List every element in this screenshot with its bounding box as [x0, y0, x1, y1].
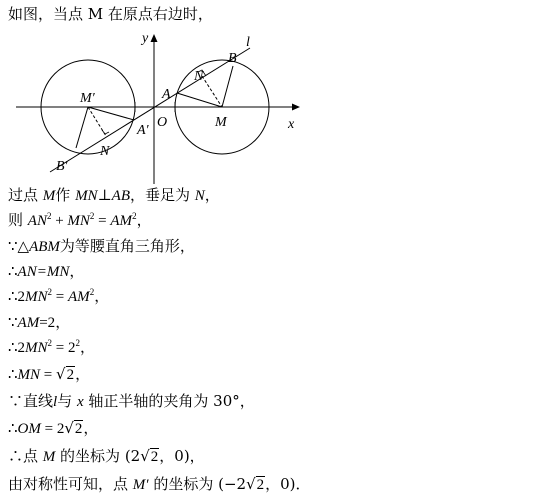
var: M: [42, 188, 56, 204]
label-y-axis: y: [142, 31, 149, 46]
because-symbol: ∵△: [8, 237, 30, 255]
radicand: 2: [256, 477, 265, 493]
solution-line-5: [8, 286, 109, 307]
label-B-prime: B′: [56, 159, 68, 174]
var: ABM: [29, 239, 60, 255]
var: AM: [68, 289, 90, 305]
exponent: 2: [47, 287, 53, 297]
var: MN: [25, 340, 48, 356]
solution-line-9: [8, 391, 255, 412]
radicand: 2: [66, 367, 75, 383]
text: 作: [55, 186, 76, 204]
line-l: [50, 48, 250, 172]
var: AN=MN: [17, 264, 70, 280]
text: ，0)，: [159, 447, 205, 465]
segment-MprimeBprime: [76, 107, 88, 148]
therefore-symbol: ∴: [8, 287, 18, 305]
op: =: [94, 213, 111, 229]
text: ，: [80, 338, 96, 356]
geometry-figure: [12, 28, 312, 186]
solution-line-8: [8, 364, 90, 385]
label-A: A: [162, 87, 171, 102]
text: ，: [69, 262, 85, 280]
var: MN: [67, 213, 90, 229]
segment-MprimeAprime: [88, 107, 134, 120]
radical-sign: √: [246, 475, 256, 493]
label-N: N: [194, 69, 204, 84]
value: =2: [39, 315, 56, 331]
var: N: [194, 188, 205, 204]
y-axis-arrow: [151, 34, 158, 42]
exponent: 2: [89, 287, 95, 297]
op: =: [52, 340, 69, 356]
perp-symbol: ⊥: [97, 186, 112, 204]
therefore-symbol: ∴: [8, 338, 18, 356]
var: M′: [132, 477, 149, 493]
text: ，: [204, 186, 220, 204]
var: MN: [17, 367, 41, 383]
text: ，: [55, 313, 71, 331]
op: =: [40, 367, 57, 383]
num: 2: [68, 340, 76, 356]
num: 2: [17, 289, 26, 305]
exponent: 2: [89, 211, 95, 221]
text: ∴点: [8, 447, 43, 465]
therefore-symbol: ∴: [8, 365, 18, 383]
var: AM: [17, 315, 40, 331]
exponent: 2: [132, 211, 137, 221]
num: 2: [17, 340, 26, 356]
label-M-prime: M′: [80, 91, 95, 106]
label-B: B: [228, 51, 237, 66]
label-N-prime: N: [100, 144, 110, 159]
exponent: 2: [46, 211, 52, 221]
sqrt-expression: [56, 364, 75, 385]
var: M: [42, 449, 56, 465]
radical-sign: √: [56, 365, 66, 383]
text: 由对称性可知，点: [8, 475, 133, 493]
solution-line-3: [8, 236, 195, 257]
intro-text-content: 如图，当点 M 在原点右边时，: [8, 5, 213, 23]
text: ，: [136, 211, 152, 229]
radicand: 2: [150, 449, 159, 465]
text: ∵直线: [8, 392, 54, 410]
segment-BM: [222, 66, 233, 107]
exponent: 2: [75, 338, 81, 348]
label-M: M: [215, 115, 227, 130]
var: x: [76, 394, 84, 410]
text: 则: [8, 211, 28, 229]
op: =: [52, 289, 69, 305]
var: MN: [75, 188, 98, 204]
solution-line-6: [8, 312, 70, 333]
text: 轴正半轴的夹角为 30°，: [83, 392, 255, 410]
solution-line-4: [8, 261, 84, 282]
var: OM: [17, 421, 41, 437]
var: AN: [27, 213, 47, 229]
var: l: [53, 394, 58, 410]
sqrt-expression: [64, 418, 83, 439]
text: 为等腰直角三角形，: [59, 237, 195, 255]
text: ，垂足为: [130, 186, 195, 204]
intro-text: [8, 4, 213, 24]
solution-line-11: [8, 446, 205, 467]
radicand: 2: [74, 421, 83, 437]
therefore-symbol: ∴: [8, 419, 18, 437]
op: +: [51, 213, 68, 229]
solution-line-7: [8, 337, 95, 358]
therefore-symbol: ∴: [8, 262, 18, 280]
op: = 2: [40, 421, 65, 437]
text: ，: [83, 419, 99, 437]
text: ，: [94, 287, 110, 305]
var: AB: [111, 188, 130, 204]
text: 过点: [8, 186, 43, 204]
radical-sign: √: [64, 419, 74, 437]
label-line-l: l: [246, 35, 250, 50]
sqrt-expression: [246, 474, 265, 495]
text: 的坐标为 (−2: [148, 475, 247, 493]
label-x-axis: x: [288, 117, 295, 132]
text: 的坐标为 (2: [55, 447, 141, 465]
text: 与: [57, 392, 77, 410]
var: AM: [110, 213, 133, 229]
text: ，0)．: [265, 475, 311, 493]
sqrt-expression: [140, 446, 159, 467]
exponent: 2: [47, 338, 53, 348]
solution-line-2: [8, 210, 152, 231]
radical-sign: √: [140, 447, 150, 465]
because-symbol: ∵: [8, 313, 18, 331]
solution-line-12: [8, 474, 311, 495]
x-axis-arrow: [292, 104, 300, 111]
text: ，: [75, 365, 91, 383]
label-origin: O: [157, 115, 168, 130]
var: MN: [25, 289, 48, 305]
solution-line-1: [8, 185, 220, 206]
segment-NM: [202, 76, 222, 107]
solution-line-10: [8, 418, 98, 439]
segment-AM: [177, 93, 222, 107]
label-A-prime: A′: [137, 123, 149, 138]
